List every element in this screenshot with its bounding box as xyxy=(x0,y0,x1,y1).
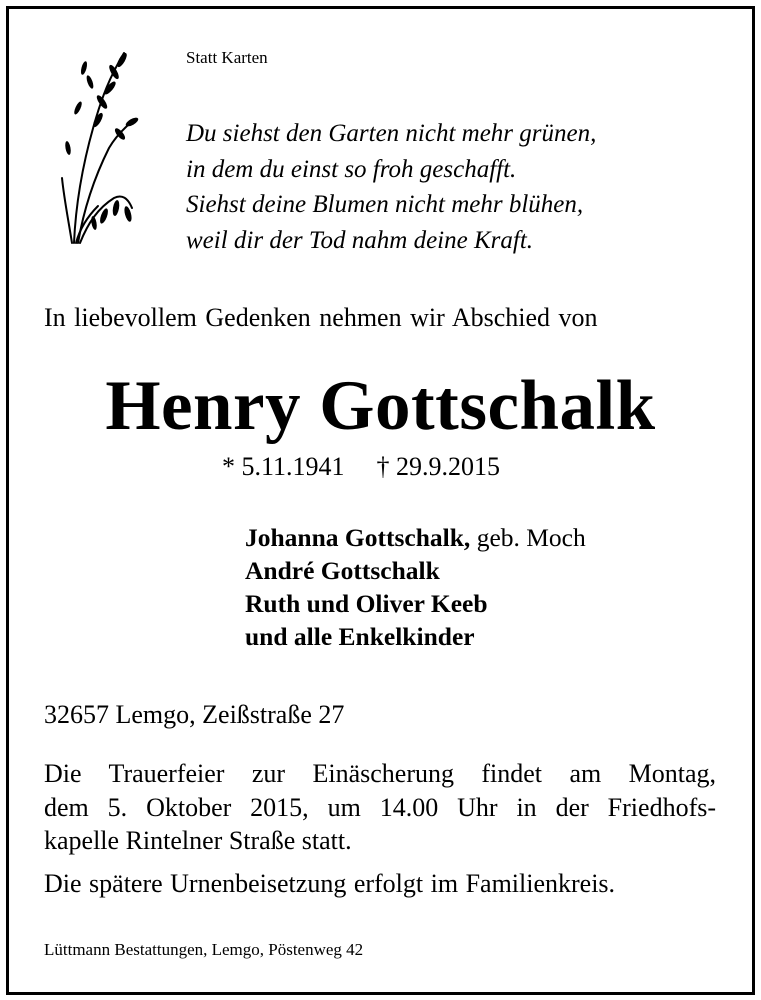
poem-line: Siehst deine Blumen nicht mehr blühen, xyxy=(186,191,584,218)
poem-line: Du siehst den Garten nicht mehr grünen, xyxy=(186,120,597,147)
ceremony-line: Die Trauerfeier zur Einäscherung findet am Montag, xyxy=(44,759,716,788)
mourner-line: André Gottschalk xyxy=(245,556,440,585)
ceremony-line: dem 5. Oktober 2015, um 14.00 Uhr in der Friedhofs- xyxy=(44,792,716,822)
deceased-name: Henry Gottschalk xyxy=(105,367,656,445)
mourner-line: Ruth und Oliver Keeb xyxy=(245,589,488,618)
death-date: † 29.9.2015 xyxy=(376,452,501,481)
intro-text: In liebevollem Gedenken nehmen wir Abschied von xyxy=(44,303,598,332)
life-dates xyxy=(222,452,500,482)
mourner-name: Johanna Gottschalk, xyxy=(245,523,471,552)
birth-date: * 5.11.1941 xyxy=(222,452,345,481)
poem-line: weil dir der Tod nahm deine Kraft. xyxy=(186,226,534,254)
mourner-line: und alle Enkelkinder xyxy=(245,622,475,651)
poem xyxy=(186,116,596,258)
header-statt-karten: Statt Karten xyxy=(186,48,268,67)
mourner-maiden-name: geb. Moch xyxy=(470,523,586,552)
funeral-home-footer: Lüttmann Bestattungen, Lemgo, Pöstenweg 42 xyxy=(44,940,364,959)
address: 32657 Lemgo, Zeißstraße 27 xyxy=(44,700,345,729)
poem-line: in dem du einst so froh geschafft. xyxy=(186,155,517,183)
grass-plant-icon xyxy=(54,48,144,248)
mourners-list xyxy=(245,521,586,653)
urn-burial-text: Die spätere Urnenbeisetzung erfolgt im Familienkreis. xyxy=(44,869,616,898)
ceremony-text xyxy=(44,757,716,858)
mourner-line xyxy=(245,521,586,554)
ceremony-line: kapelle Rintelner Straße statt. xyxy=(44,826,352,855)
